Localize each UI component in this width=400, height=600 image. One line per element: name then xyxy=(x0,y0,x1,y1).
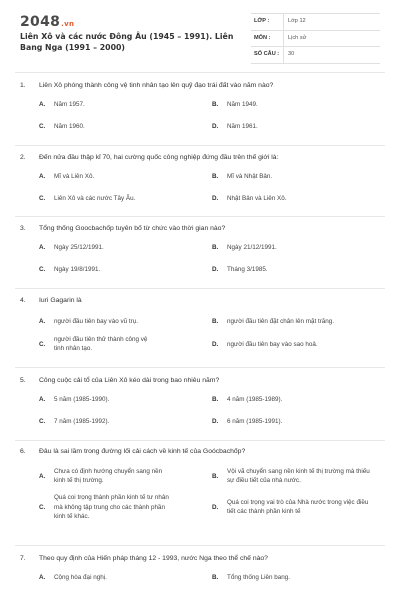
answer-option[interactable] xyxy=(193,194,371,203)
answer-option[interactable] xyxy=(193,265,371,274)
answer-letter: B. xyxy=(212,574,219,581)
question-number: 6. xyxy=(20,448,26,455)
answer-letter: C. xyxy=(39,503,46,511)
divider xyxy=(15,72,385,73)
divider xyxy=(15,145,385,146)
answer-text: 6 năm (1985-1991). xyxy=(227,418,283,426)
answer-text: Năm 1957. xyxy=(54,101,85,108)
divider xyxy=(15,545,385,546)
answer-letter: C. xyxy=(39,418,46,426)
answer-option[interactable] xyxy=(193,467,371,485)
answer-letter: C. xyxy=(39,123,46,131)
logo-suffix-text: .vn xyxy=(61,20,75,28)
answer-letter: D. xyxy=(212,195,219,203)
question-number: 5. xyxy=(20,377,26,384)
question-text: Đến nửa đầu thập kỉ 70, hai cường quốc công nghiệp đứng đầu trên thế giới là: xyxy=(39,154,279,161)
answer-option[interactable] xyxy=(15,335,193,353)
meta-row-class xyxy=(251,14,380,31)
quiz-title: Liên Xô và các nước Đông Âu (1945 – 1991). Liên Bang Nga (1991 – 2000) xyxy=(20,32,234,52)
answer-option[interactable] xyxy=(193,395,371,404)
question-text: Iuri Gagarin là xyxy=(39,297,82,304)
quiz-meta-table xyxy=(251,13,380,64)
answer-letter: C. xyxy=(39,195,46,203)
meta-value: Lịch sử xyxy=(288,34,307,41)
meta-value: Lớp 12 xyxy=(288,18,306,24)
meta-key: MÔN : xyxy=(251,31,284,47)
question-number: 7. xyxy=(20,555,26,562)
answer-text: người đầu tiên bay vào sao hoả. xyxy=(227,340,318,348)
meta-key: LỚP : xyxy=(251,14,284,30)
answer-text: 7 năm (1985-1992). xyxy=(54,418,110,426)
divider xyxy=(15,288,385,289)
question-3 xyxy=(15,224,385,274)
question-4 xyxy=(15,296,385,354)
answer-option[interactable] xyxy=(193,417,371,426)
question-text: Đâu là sai lầm trong đường lối cải cách về kinh tế của Goócbachốp? xyxy=(39,448,246,455)
answer-letter: B. xyxy=(212,396,219,403)
question-text: Công cuộc cải tổ của Liên Xô kéo dài trong bao nhiêu năm? xyxy=(39,377,220,384)
answer-option[interactable] xyxy=(15,493,193,521)
question-number: 1. xyxy=(20,82,26,89)
answer-option[interactable] xyxy=(15,122,193,131)
answer-text: người đầu tiên thử thành công vệ tinh nhân tạo. xyxy=(54,336,148,353)
answer-option[interactable] xyxy=(193,335,371,353)
answer-letter: A. xyxy=(39,173,46,180)
answer-letter: B. xyxy=(212,318,219,325)
question-number: 2. xyxy=(20,154,26,161)
meta-row-count xyxy=(251,47,380,64)
answer-option[interactable] xyxy=(193,172,371,181)
answer-option[interactable] xyxy=(193,122,371,131)
answer-option[interactable] xyxy=(193,100,371,109)
answer-letter: D. xyxy=(212,503,219,511)
answer-option[interactable] xyxy=(15,573,193,582)
answer-text: Quá coi trọng thành phần kinh tế tư nhân mà không tập trung cho các thành phần kinh tế khác. xyxy=(54,494,169,520)
question-7 xyxy=(15,554,385,582)
answer-text: 5 năm (1985-1990). xyxy=(54,396,110,403)
answer-text: Năm 1960. xyxy=(54,123,85,131)
answer-text: Tổng thống Liên bang. xyxy=(227,574,291,581)
answer-text: Liên Xô và các nước Tây Âu. xyxy=(54,195,136,203)
answer-text: Ngày 21/12/1991. xyxy=(227,244,277,251)
answer-letter: D. xyxy=(212,266,219,274)
answer-option[interactable] xyxy=(15,417,193,426)
logo-main-text: 2048 xyxy=(20,14,61,30)
divider xyxy=(15,216,385,217)
question-text: Tổng thống Goocbachốp tuyên bố từ chức vào thời gian nào? xyxy=(39,225,226,232)
answer-option[interactable] xyxy=(15,100,193,109)
answer-letter: D. xyxy=(212,123,219,131)
answer-text: Nhật Bản và Liên Xô. xyxy=(227,195,287,203)
answer-letter: A. xyxy=(39,472,46,480)
answer-option[interactable] xyxy=(193,493,371,521)
answer-option[interactable] xyxy=(15,317,193,326)
answer-letter: A. xyxy=(39,101,46,108)
answer-option[interactable] xyxy=(15,172,193,181)
question-text: Theo quy định của Hiến pháp tháng 12 - 1993, nước Nga theo thể chế nào? xyxy=(39,555,268,562)
answer-text: Mĩ và Nhật Bản. xyxy=(227,173,273,180)
answer-text: Năm 1949. xyxy=(227,101,258,108)
answer-letter: A. xyxy=(39,318,46,325)
question-text: Liên Xô phóng thành công vệ tinh nhân tạo lên quỹ đạo trái đất vào năm nào? xyxy=(39,82,274,89)
answer-text: Tháng 3/1985. xyxy=(227,266,268,274)
answer-letter: C. xyxy=(39,266,46,274)
question-6 xyxy=(15,447,385,521)
answer-text: 4 năm (1985-1989). xyxy=(227,396,283,403)
answer-option[interactable] xyxy=(15,243,193,252)
answer-option[interactable] xyxy=(15,395,193,404)
divider xyxy=(15,367,385,368)
answer-letter: D. xyxy=(212,340,219,348)
answer-option[interactable] xyxy=(15,265,193,274)
answer-letter: C. xyxy=(39,340,46,348)
question-number: 3. xyxy=(20,225,26,232)
answer-text: Năm 1961. xyxy=(227,123,258,131)
answer-letter: B. xyxy=(212,101,219,108)
answer-letter: B. xyxy=(212,472,219,480)
question-1 xyxy=(15,81,385,131)
answer-text: Chưa có định hướng chuyển sang nền kinh tế thị trường. xyxy=(54,468,163,485)
meta-row-subject xyxy=(251,31,380,48)
answer-text: người đầu tiên bay vào vũ trụ. xyxy=(54,318,138,325)
answer-text: người đầu tiên đặt chân lên mặt trăng. xyxy=(227,318,335,325)
answer-text: Ngày 25/12/1991. xyxy=(54,244,104,251)
answer-option[interactable] xyxy=(193,317,371,326)
answer-text: Mĩ và Liên Xô. xyxy=(54,173,95,180)
answer-text: Ngày 19/8/1991. xyxy=(54,266,101,274)
question-2 xyxy=(15,153,385,203)
site-logo[interactable] xyxy=(20,14,74,30)
answer-letter: A. xyxy=(39,574,46,581)
answer-letter: B. xyxy=(212,244,219,251)
answer-option[interactable] xyxy=(193,573,371,582)
answer-letter: A. xyxy=(39,244,46,251)
question-number: 4. xyxy=(20,297,26,304)
answer-option[interactable] xyxy=(15,194,193,203)
meta-key: SỐ CÂU : xyxy=(251,47,284,63)
answer-letter: A. xyxy=(39,396,46,403)
answer-letter: D. xyxy=(212,418,219,426)
answer-text: Quá coi trọng vai trò của Nhà nước trong việc điều tiết các thành phần kinh tế xyxy=(227,499,369,516)
question-5 xyxy=(15,376,385,426)
answer-letter: B. xyxy=(212,173,219,180)
answer-option[interactable] xyxy=(193,243,371,252)
answer-text: Cộng hòa đại nghị. xyxy=(54,574,107,581)
answer-option[interactable] xyxy=(15,467,193,485)
meta-value: 30 xyxy=(288,51,295,57)
answer-text: Vội vã chuyển sang nền kinh tế thị trường mà thiếu sự điều tiết của nhà nước. xyxy=(227,468,370,485)
divider xyxy=(15,440,385,441)
